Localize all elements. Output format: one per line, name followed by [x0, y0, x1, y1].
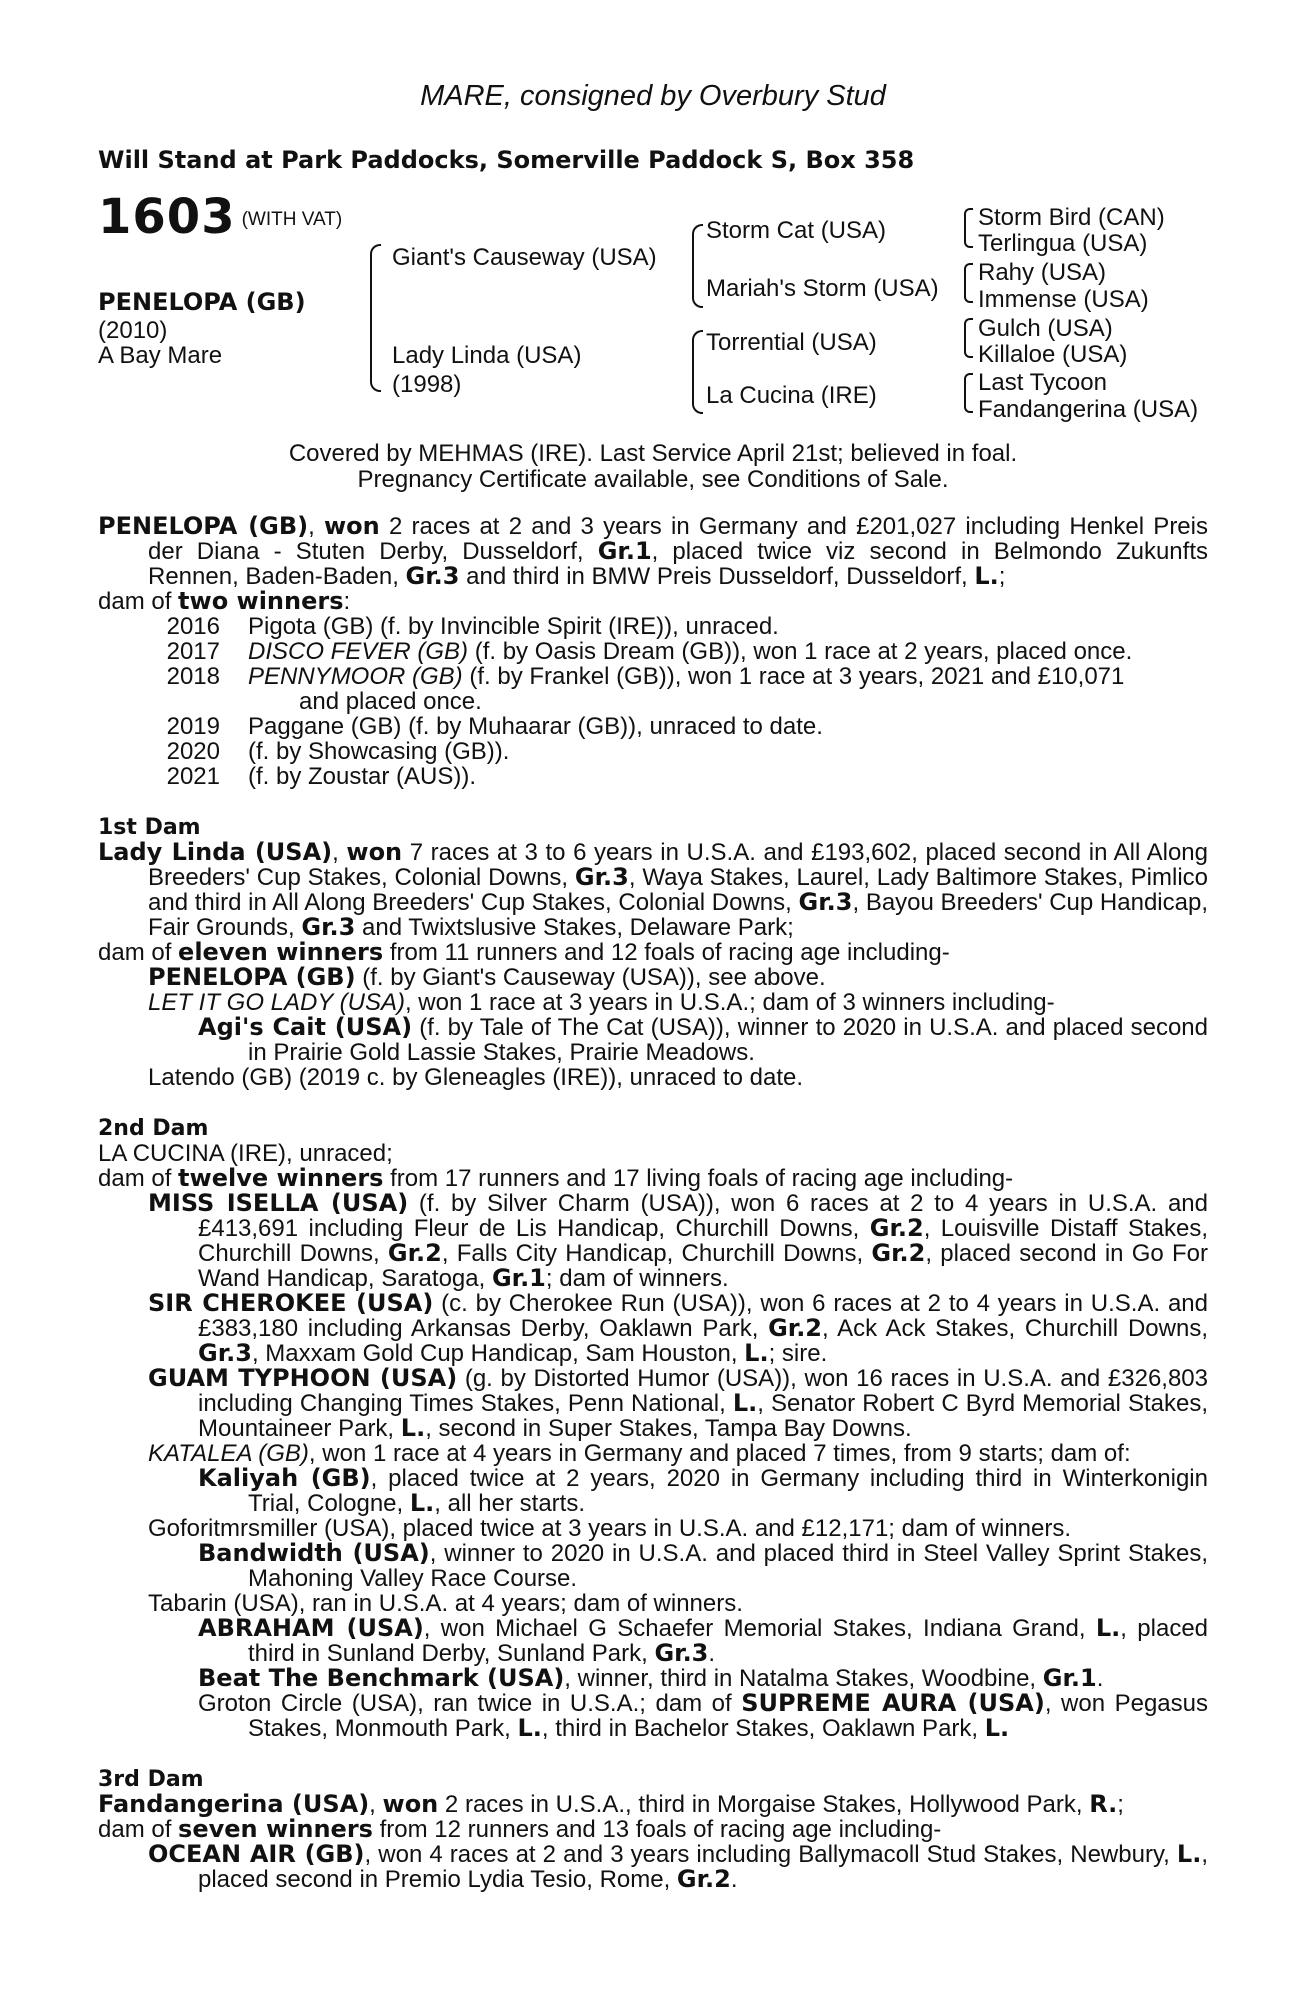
third-dam-dam-of-rest: from 12 runners and 13 foals of racing age including- — [372, 1816, 942, 1843]
first-dam-produce-let-it-go — [98, 990, 1208, 1015]
foal-row — [98, 739, 1208, 764]
produce-text: , Louisville Distaff Stakes, Churchill Downs, — [198, 1215, 1208, 1267]
first-dam-produce-latendo — [98, 1065, 1208, 1090]
grade-mark: Gr.3 — [198, 1339, 252, 1367]
produce-name: Agi's Cait (USA) — [198, 1013, 413, 1041]
produce-name: SUPREME AURA (USA) — [741, 1689, 1045, 1717]
produce-text: , won Michael G Schaefer Memorial Stakes, Indiana Grand, — [423, 1615, 1096, 1642]
penelopa-dam-of — [98, 589, 1208, 614]
pedigree-sire-sire: Storm Cat (USA) — [706, 217, 887, 244]
pedigree-dam-dam: La Cucina (IRE) — [706, 382, 877, 409]
stand-location: Will Stand at Park Paddocks, Somerville Paddock S, Box 358 — [98, 146, 915, 174]
produce-text: , Maxxam Gold Cup Handicap, Sam Houston, — [251, 1340, 745, 1367]
horse-description: A Bay Mare — [98, 342, 223, 369]
horse-year: (2010) — [98, 317, 168, 344]
foal-name: PENNYMOOR (GB) — [248, 663, 463, 690]
pedigree-brace-dam — [692, 330, 703, 414]
produce-name: LET IT GO LADY (USA) — [148, 989, 405, 1016]
produce-text: Tabarin (USA), ran in U.S.A. at 4 years; dam of winners. — [148, 1590, 743, 1617]
pedigree-ss-sire: Storm Bird (CAN) — [978, 204, 1165, 231]
produce-text: , winner, third in Natalma Stakes, Woodbine, — [564, 1665, 1043, 1692]
foal-text: Paggane (GB) (f. by Muhaarar (GB)), unraced to date. — [248, 713, 823, 740]
pedigree-ds-sire: Gulch (USA) — [978, 315, 1113, 342]
pedigree-sd-dam: Immense (USA) — [978, 286, 1149, 313]
foal-year: 2018 — [166, 663, 220, 690]
foal-year: 2017 — [166, 638, 220, 665]
produce-text: , all her starts. — [434, 1490, 585, 1517]
third-dam-won: won — [382, 1790, 439, 1818]
pregnancy-line: Pregnancy Certificate available, see Conditions of Sale. — [357, 466, 949, 493]
first-dam-won: won — [346, 838, 403, 866]
produce-guam-typhoon — [98, 1366, 1208, 1441]
grade-mark: Gr.1 — [1042, 1664, 1097, 1692]
produce-text: , won 1 race at 3 years in U.S.A.; dam of 3 winners including- — [404, 989, 1055, 1016]
penelopa-listed: L. — [974, 562, 999, 590]
produce-text: , Ack Ack Stakes, Churchill Downs, — [822, 1315, 1208, 1342]
produce-text: (f. by Silver Charm (USA)), won 6 races at 2 to 4 years in U.S.A. and £413,691 including Fleur de Lis Handicap, Churchill Downs, — [198, 1190, 1208, 1242]
covering-note — [98, 441, 1208, 493]
produce-text: , Senator Robert C Byrd Memorial Stakes, Mountaineer Park, — [198, 1390, 1209, 1442]
second-dam-winners: twelve winners — [178, 1164, 384, 1192]
foal-row — [98, 614, 1208, 639]
produce-text: Latendo (GB) (2019 c. by Gleneagles (IRE)), unraced to date. — [148, 1064, 804, 1091]
grade-mark: L. — [517, 1714, 542, 1742]
produce-text: , won 4 races at 2 and 3 years including Ballymacoll Stud Stakes, Newbury, — [364, 1841, 1177, 1868]
grade-mark: Gr.3 — [654, 1639, 709, 1667]
third-dam-text-1: 2 races in U.S.A., third in Morgaise Stakes, Hollywood Park, — [438, 1791, 1090, 1818]
pedigree-ds-dam: Killaloe (USA) — [978, 341, 1128, 368]
first-dam-gr3-c: Gr.3 — [301, 913, 356, 941]
pedigree-dd-dam: Fandangerina (USA) — [978, 396, 1199, 423]
spacer — [98, 1741, 1208, 1767]
foal-row — [98, 764, 1208, 789]
penelopa-record: PENELOPA (GB), won 2 races at 2 and 3 years in Germany and £201,027 including Henkel Preis der Diana - Stuten Derby, Dusseldorf, Gr.1, placed twice viz second in Belmondo Zukunfts Rennen, Baden-Baden, Gr.3 and third in BMW Preis Dusseldorf, Dusseldorf, L.; — [98, 512, 1208, 590]
foal-text: (f. by Zoustar (AUS)). — [248, 763, 477, 790]
spacer — [98, 789, 1208, 815]
foal-year: 2016 — [166, 613, 220, 640]
penelopa-gr1: Gr.1 — [597, 537, 652, 565]
foal-name: DISCO FEVER (GB) — [248, 638, 469, 665]
produce-ocean-air — [98, 1842, 1208, 1892]
produce-name: Bandwidth (USA) — [198, 1539, 430, 1567]
grade-mark: L. — [1176, 1840, 1202, 1868]
foals-list — [98, 614, 1208, 789]
second-dam-dam-of-rest: from 17 runners and 17 living foals of racing age including- — [383, 1165, 1014, 1192]
produce-text: (g. by Distorted Humor (USA)), won 16 races in U.S.A. and £326,803 including Changing Times Stakes, Penn National, — [198, 1365, 1208, 1417]
produce-text: , won Pegasus Stakes, Monmouth Park, — [248, 1690, 1208, 1742]
grade-mark: L. — [409, 1489, 435, 1517]
penelopa-gr3: Gr.3 — [405, 562, 460, 590]
grade-mark: Gr.2 — [768, 1314, 823, 1342]
first-dam-heading: 1st Dam — [98, 815, 201, 840]
produce-text: ; dam of winners. — [545, 1265, 729, 1292]
produce-text: , placed third in Sunland Derby, Sunland Park, — [248, 1615, 1209, 1667]
produce-sir-cherokee — [98, 1291, 1208, 1366]
third-dam-dam-of-label: dam of — [98, 1816, 179, 1843]
foal-year: 2019 — [166, 713, 220, 740]
penelopa-text-4: ; — [998, 563, 1006, 590]
produce-name: PENELOPA (GB) — [148, 963, 356, 991]
first-dam-produce-penelopa — [98, 965, 1208, 990]
grandproduce-abraham — [98, 1616, 1208, 1666]
produce-text: Groton Circle (USA), ran twice in U.S.A.; dam of — [198, 1690, 742, 1717]
penelopa-text-2: , placed twice viz second in Belmondo Zukunfts Rennen, Baden-Baden, — [148, 538, 1208, 590]
produce-name: OCEAN AIR (GB) — [148, 1840, 365, 1868]
produce-katalea — [98, 1441, 1208, 1466]
third-dam-dam-of — [98, 1817, 1208, 1842]
produce-name: GUAM TYPHOON (USA) — [148, 1364, 458, 1392]
third-dam-name: Fandangerina (USA) — [98, 1790, 370, 1818]
produce-text: , Falls City Handicap, Churchill Downs, — [441, 1240, 872, 1267]
produce-text: Goforitmrsmiller (USA), placed twice at 3 years in U.S.A. and £12,171; dam of winners. — [148, 1515, 1072, 1542]
produce-name: ABRAHAM (USA) — [198, 1614, 424, 1642]
third-dam-text-2: ; — [1117, 1791, 1124, 1818]
produce-tabarin — [98, 1591, 1208, 1616]
produce-name: SIR CHEROKEE (USA) — [148, 1289, 434, 1317]
pedigree-brace-ss — [964, 208, 973, 248]
grandproduce-beat-the-benchmark — [98, 1666, 1208, 1691]
pedigree-dam: Lady Linda (USA) — [392, 342, 582, 369]
penelopa-colon: : — [343, 588, 351, 615]
first-dam-gr3-b: Gr.3 — [798, 888, 853, 916]
produce-text: ; sire. — [768, 1340, 828, 1367]
produce-text: , third in Bachelor Stakes, Oaklawn Park, — [541, 1715, 985, 1742]
penelopa-dam-of-label: dam of — [98, 588, 179, 615]
first-dam-record: Lady Linda (USA), won 7 races at 3 to 6 years in U.S.A. and £193,602, placed second in All Along Breeders' Cup Stakes, Colonial Downs, Gr.3, Waya Stakes, Laurel, Lady Baltimore Stakes, Pimlico and third in All Along Breeders' Cup Stakes, Colonial Downs, Gr.3, Bayou Breeders' Cup Handicap, Fair Grounds, Gr.3 and Twixtslusive Stakes, Delaware Park; — [98, 838, 1208, 941]
produce-goforitmrsmiller — [98, 1516, 1208, 1541]
penelopa-name: PENELOPA (GB) — [98, 512, 309, 540]
second-dam-intro: LA CUCINA (IRE), unraced; — [98, 1140, 393, 1167]
grade-mark: L. — [400, 1414, 426, 1442]
foal-row — [98, 664, 1208, 689]
produce-text: (f. by Tale of The Cat (USA)), winner to 2020 in U.S.A. and placed second in Prairie Gold Lassie Stakes, Prairie Meadows. — [248, 1014, 1208, 1066]
grandproduce-bandwidth — [98, 1541, 1208, 1591]
grade-mark: L. — [984, 1714, 1010, 1742]
pedigree-brace-main — [370, 244, 381, 392]
first-dam-text-3: , Bayou Breeders' Cup Handicap, Fair Grounds, — [148, 889, 1208, 941]
produce-text: . — [708, 1640, 716, 1667]
penelopa-text-3: and third in BMW Preis Dusseldorf, Dusseldorf, — [459, 563, 975, 590]
grade-mark: Gr.2 — [869, 1214, 924, 1242]
foal-year: 2021 — [166, 763, 220, 790]
catalogue-body — [98, 514, 1208, 1892]
second-dam-dam-of-label: dam of — [98, 1165, 179, 1192]
pedigree-dam-sire: Torrential (USA) — [706, 329, 877, 356]
first-dam-gr3-a: Gr.3 — [574, 863, 629, 891]
foal-row — [98, 639, 1208, 664]
produce-name: KATALEA (GB) — [148, 1440, 309, 1467]
produce-text: , placed second in Premio Lydia Tesio, Rome, — [198, 1841, 1209, 1893]
third-dam-winners: seven winners — [178, 1815, 373, 1843]
lot-number: 1603 — [98, 189, 236, 245]
produce-text: , placed twice at 2 years, 2020 in Germany including third in Winterkonigin Trial, Cologne, — [248, 1465, 1208, 1517]
pedigree-brace-ds — [964, 318, 973, 358]
produce-text: (f. by Giant's Causeway (USA)), see above. — [355, 964, 826, 991]
catalogue-page — [98, 0, 1208, 2000]
grade-mark: L. — [1095, 1614, 1121, 1642]
pedigree-ss-dam: Terlingua (USA) — [978, 230, 1148, 257]
second-dam-heading: 2nd Dam — [98, 1116, 209, 1141]
foal-text: (f. by Oasis Dream (GB)), won 1 race at 2 years, placed once. — [468, 638, 1133, 665]
grandproduce-kaliyah — [98, 1466, 1208, 1516]
first-dam-dam-of-rest: from 11 runners and 12 foals of racing age including- — [383, 939, 950, 966]
produce-text: . — [1096, 1665, 1104, 1692]
penelopa-won: won — [324, 512, 380, 540]
pedigree-brace-dd — [964, 373, 973, 413]
foal-text: Pigota (GB) (f. by Invincible Spirit (IRE)), unraced. — [248, 613, 779, 640]
foal-text: (f. by Frankel (GB)), won 1 race at 3 years, 2021 and £10,071 — [462, 663, 1125, 690]
grade-mark: Gr.2 — [676, 1865, 731, 1893]
foal-text: (f. by Showcasing (GB)). — [248, 738, 510, 765]
grade-mark: L. — [732, 1389, 758, 1417]
produce-text: (c. by Cherokee Run (USA)), won 6 races at 2 to 4 years in U.S.A. and £383,180 including Arkansas Derby, Oaklawn Park, — [198, 1290, 1209, 1342]
grade-mark: Gr.2 — [387, 1239, 442, 1267]
penelopa-text-1: 2 races at 2 and 3 years in Germany and £201,027 including Henkel Preis der Diana - Stuten Derby, Dusseldorf, — [148, 513, 1208, 565]
pedigree-dd-sire: Last Tycoon — [978, 369, 1107, 396]
pedigree-brace-sd — [964, 263, 973, 303]
first-dam-winners: eleven winners — [178, 938, 384, 966]
produce-name: Beat The Benchmark (USA) — [198, 1664, 565, 1692]
third-dam-restricted: R. — [1089, 1790, 1118, 1818]
first-dam-grandproduce-agis-cait — [98, 1015, 1208, 1065]
produce-text: , winner to 2020 in U.S.A. and placed third in Steel Valley Sprint Stakes, Mahoning Valley Race Course. — [248, 1540, 1208, 1592]
produce-name: Kaliyah (GB) — [198, 1464, 371, 1492]
produce-text: , placed second in Go For Wand Handicap, Saratoga, — [198, 1240, 1208, 1292]
consigned-heading: MARE, consigned by Overbury Stud — [420, 80, 886, 112]
second-dam-dam-of — [98, 1166, 1208, 1191]
penelopa-winners: two winners — [178, 587, 344, 615]
grade-mark: Gr.2 — [871, 1239, 926, 1267]
first-dam-name: Lady Linda (USA) — [98, 838, 333, 866]
produce-text: . — [730, 1866, 738, 1893]
lot-number-block — [98, 189, 343, 245]
first-dam-text-4: and Twixtslusive Stakes, Delaware Park; — [355, 914, 794, 941]
grade-mark: L. — [744, 1339, 769, 1367]
produce-text: , won 1 race at 4 years in Germany and placed 7 times, from 9 starts; dam of: — [308, 1440, 1131, 1467]
grade-mark: Gr.1 — [491, 1264, 546, 1292]
pedigree-sire: Giant's Causeway (USA) — [392, 244, 657, 271]
pedigree-brace-sire — [692, 224, 703, 308]
foal-row — [98, 714, 1208, 739]
produce-miss-isella — [98, 1191, 1208, 1291]
first-dam-text-2: , Waya Stakes, Laurel, Lady Baltimore Stakes, Pimlico and third in All Along Breeders' Cup Stakes, Colonial Downs, — [148, 864, 1208, 916]
vat-note: (WITH VAT) — [241, 209, 343, 230]
third-dam-heading: 3rd Dam — [98, 1767, 204, 1792]
produce-name: MISS ISELLA (USA) — [148, 1189, 409, 1217]
foal-continuation: and placed once. — [299, 688, 482, 715]
first-dam-dam-of — [98, 940, 1208, 965]
spacer — [98, 1090, 1208, 1116]
pedigree-sire-dam: Mariah's Storm (USA) — [706, 275, 939, 302]
produce-text: , second in Super Stakes, Tampa Bay Downs. — [425, 1415, 912, 1442]
horse-name: PENELOPA (GB) — [98, 288, 306, 316]
pedigree-sd-sire: Rahy (USA) — [978, 259, 1107, 286]
pedigree-dam-year: (1998) — [392, 371, 462, 398]
covered-line: Covered by MEHMAS (IRE). Last Service April 21st; believed in foal. — [288, 440, 1018, 467]
third-dam-record: Fandangerina (USA), won 2 races in U.S.A., third in Morgaise Stakes, Hollywood Park, R.; — [98, 1790, 1124, 1818]
foal-year: 2020 — [166, 738, 220, 765]
first-dam-text-1: 7 races at 3 to 6 years in U.S.A. and £193,602, placed second in All Along Breeders' Cup Stakes, Colonial Downs, — [148, 839, 1208, 891]
grandproduce-groton-circle — [98, 1691, 1208, 1741]
first-dam-dam-of-label: dam of — [98, 939, 179, 966]
